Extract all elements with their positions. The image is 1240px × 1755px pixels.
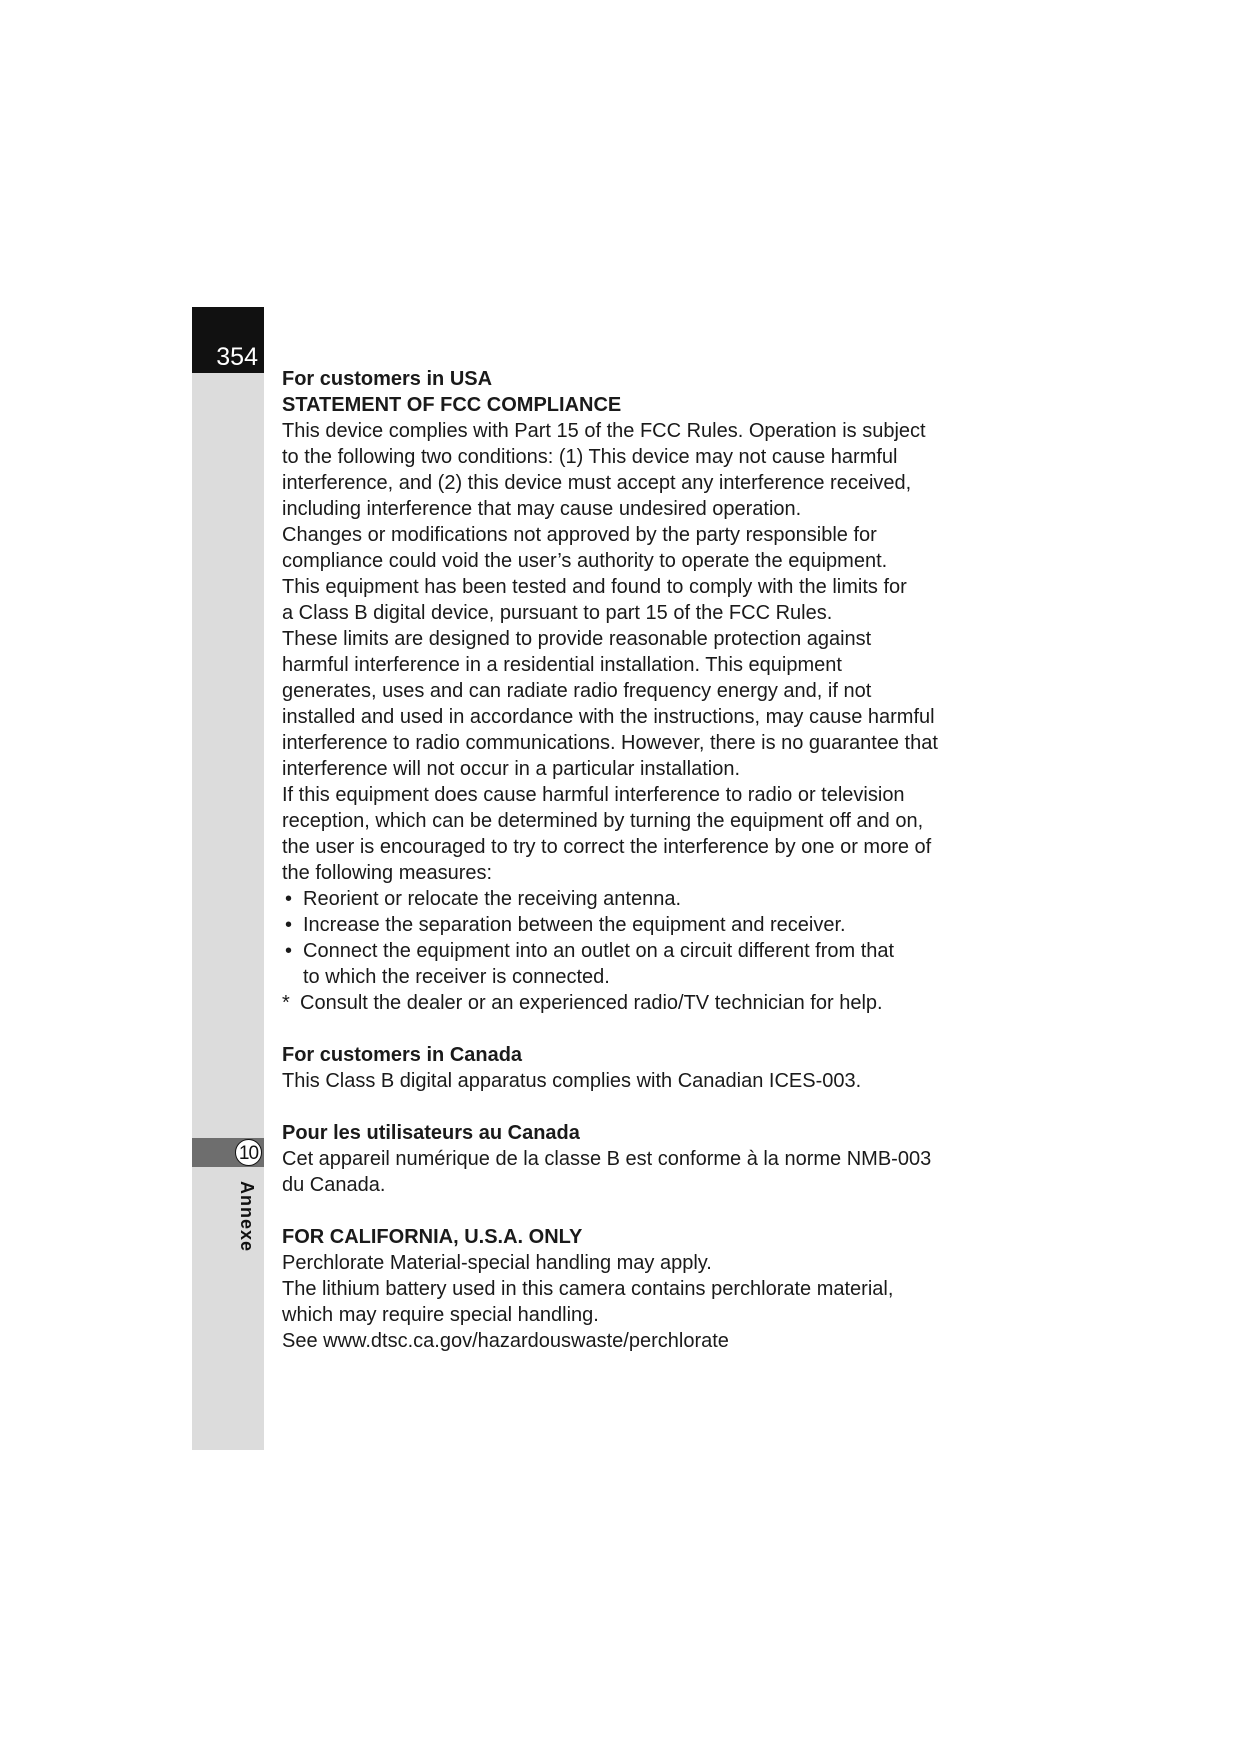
california-heading: FOR CALIFORNIA, U.S.A. ONLY	[282, 1226, 583, 1248]
body-line: interference, and (2) this device must accept any interference received,	[282, 472, 912, 494]
list-item	[282, 938, 982, 964]
canada-fr-heading: Pour les utilisateurs au Canada	[282, 1122, 580, 1144]
body-line: This Class B digital apparatus complies with Canadian ICES-003.	[282, 1070, 862, 1092]
usa-heading: For customers in USA	[282, 368, 493, 390]
body-line: a Class B digital device, pursuant to part 15 of the FCC Rules.	[282, 602, 833, 624]
bullet-text: Increase the separation between the equipment and receiver.	[303, 914, 846, 936]
chapter-number-badge: 10	[235, 1139, 262, 1166]
note	[282, 990, 982, 1016]
body-line: the user is encouraged to try to correct the interference by one or more of	[282, 836, 932, 858]
bullet-mark: •	[285, 888, 293, 910]
body-line: including interference that may cause undesired operation.	[282, 498, 802, 520]
body-line: Cet appareil numérique de la classe B est conforme à la norme NMB-003	[282, 1148, 932, 1170]
body-line: This equipment has been tested and found to comply with the limits for	[282, 576, 907, 598]
body-line: harmful interference in a residential installation. This equipment	[282, 654, 842, 676]
body-line: reception, which can be determined by turning the equipment off and on,	[282, 810, 924, 832]
body-line: See www.dtsc.ca.gov/hazardouswaste/perchlorate	[282, 1330, 729, 1352]
body-line: to the following two conditions: (1) This device may not cause harmful	[282, 446, 898, 468]
body-line: du Canada.	[282, 1174, 386, 1196]
body-line: This device complies with Part 15 of the FCC Rules. Operation is subject	[282, 420, 926, 442]
body-line: interference to radio communications. However, there is no guarantee that	[282, 732, 938, 754]
body-line: the following measures:	[282, 862, 493, 884]
list-item	[282, 912, 982, 938]
chapter-label: Annexe	[237, 1181, 257, 1253]
body-line: installed and used in accordance with the instructions, may cause harmful	[282, 706, 935, 728]
fcc-statement-heading: STATEMENT OF FCC COMPLIANCE	[282, 394, 622, 416]
bullet-mark: •	[285, 914, 293, 936]
body-line: These limits are designed to provide reasonable protection against	[282, 628, 872, 650]
body-line: Changes or modifications not approved by the party responsible for	[282, 524, 877, 546]
page-content	[282, 366, 982, 1354]
body-line: interference will not occur in a particular installation.	[282, 758, 740, 780]
note-text: Consult the dealer or an experienced radio/TV technician for help.	[300, 992, 883, 1014]
body-line: compliance could void the user’s authority to operate the equipment.	[282, 550, 888, 572]
bullet-text: Reorient or relocate the receiving antenna.	[303, 888, 682, 910]
page-number: 354	[192, 307, 264, 373]
bullet-mark: •	[285, 940, 293, 962]
body-line: which may require special handling.	[282, 1304, 599, 1326]
list-item	[282, 886, 982, 912]
bullet-text: to which the receiver is connected.	[303, 966, 610, 988]
body-line: generates, uses and can radiate radio frequency energy and, if not	[282, 680, 872, 702]
note-mark: *	[282, 992, 290, 1014]
bullet-text: Connect the equipment into an outlet on a circuit different from that	[303, 940, 895, 962]
canada-heading: For customers in Canada	[282, 1044, 523, 1066]
body-line: Perchlorate Material-special handling may apply.	[282, 1252, 712, 1274]
body-line: If this equipment does cause harmful interference to radio or television	[282, 784, 905, 806]
list-item-continuation	[282, 964, 982, 990]
body-line: The lithium battery used in this camera contains perchlorate material,	[282, 1278, 894, 1300]
side-strip	[192, 307, 264, 1450]
